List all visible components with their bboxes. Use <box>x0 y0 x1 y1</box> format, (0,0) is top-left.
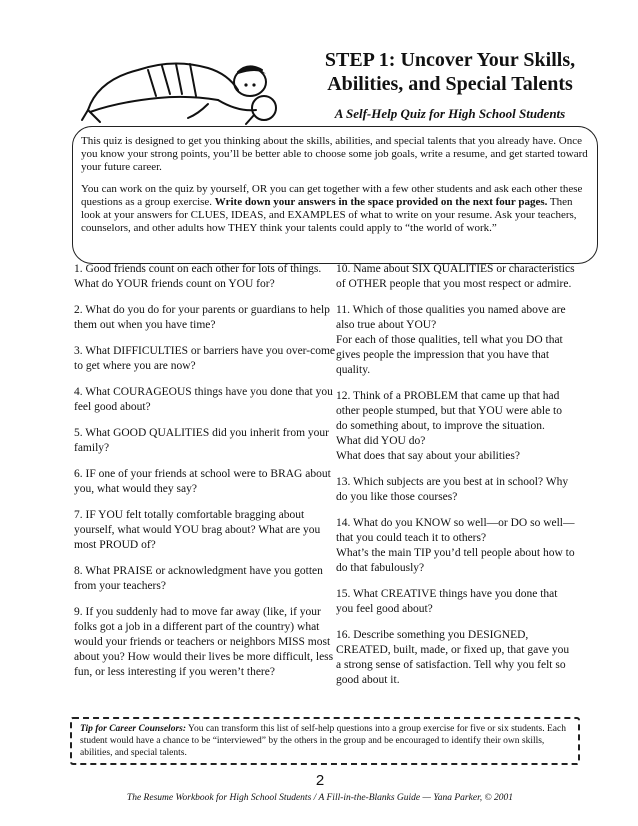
intro-paragraph-2 <box>81 183 589 235</box>
question-16: 16. Describe something you DESIGNED, CREATED, built, made, or fixed up, that gave you a strong sense of satisfaction. Tell why you felt so good about it. <box>336 629 570 686</box>
intro-paragraph-1: This quiz is designed to get you thinking about the skills, abilities, and special talents that you already have. Once you know your strong points, you’ll be better able to choose some job goals, write a resume, and get started toward your future career. <box>81 135 588 173</box>
question-14-part-b: What’s the main TIP you’d tell people about how to do that fabulously? <box>336 547 575 574</box>
tip-text: You can transform this list of self-help questions into a group exercise for five or six students. Each student would have a chance to be “interviewed” by the others in the group and be encouraged to identify their own skills, abilities, and special talents. <box>80 724 566 758</box>
question-item: 1. Good friends count on each other for lots of things. What do YOUR friends count on YOU for? <box>74 263 322 290</box>
question-12-part-a: 12. Think of a PROBLEM that came up that had other people stumped, but that YOU were able to do something about, to improve the situation. <box>336 390 562 432</box>
question-15: 15. What CREATIVE things have you done that you feel good about? <box>336 588 558 615</box>
page-subtitle: A Self-Help Quiz for High School Students <box>334 106 566 121</box>
searching-person-illustration <box>78 40 284 128</box>
question-11-part-a: 11. Which of those qualities you named above are also true about YOU? <box>336 304 566 331</box>
title-line-1: STEP 1: Uncover Your Skills, <box>324 49 576 71</box>
page-footer: The Resume Workbook for High School Students / A Fill-in-the-Blanks Guide — Yana Parker, © 2001 <box>126 793 514 803</box>
page-title <box>300 48 600 96</box>
questions-right-column <box>336 262 576 699</box>
question-12-part-b: What did YOU do? <box>336 435 426 447</box>
title-line-2: Abilities, and Special Talents <box>327 73 573 95</box>
intro-p2-end: Then look at your answers for CLUES, IDEAS, and EXAMPLES of what to write on your resume. Ask your teachers, counselors, and other adults how THEY think your talents could apply to “the world of work.” <box>81 196 577 234</box>
question-item: 2. What do you do for your parents or guardians to help them out when you have time? <box>74 304 330 331</box>
question-item: 5. What GOOD QUALITIES did you inherit from your family? <box>74 427 329 454</box>
question-11 <box>336 303 576 378</box>
question-item: 9. If you suddenly had to move far away (like, if your folks got a job in a different part of the country) what would your friends or teachers or neighbors MISS most about you? How would their lives be more difficult, less fun, or less interesting if you weren’t there? <box>74 606 334 678</box>
question-item: 8. What PRAISE or acknowledgment have you gotten from your teachers? <box>74 565 323 592</box>
question-item: 4. What COURAGEOUS things have you done that you feel good about? <box>74 386 333 413</box>
question-item: 7. IF YOU felt totally comfortable bragging about yourself, what would YOU brag about? What are you most PROUD of? <box>74 509 321 551</box>
question-13: 13. Which subjects are you best at in school? Why do you like those courses? <box>336 476 569 503</box>
question-item: 6. IF one of your friends at school were to BRAG about you, what would they say? <box>74 468 331 495</box>
tip-label: Tip for Career Counselors: <box>80 724 187 734</box>
question-12 <box>336 389 576 464</box>
page-header <box>300 48 600 122</box>
intro-box <box>72 126 598 264</box>
intro-p2-start: You can work on the quiz by yourself, OR you can get together with a few other students and ask each other these questions as a group exercise. <box>81 183 583 208</box>
question-item: 3. What DIFFICULTIES or barriers have you over-come to get where you are now? <box>74 345 336 372</box>
question-14-part-a: 14. What do you KNOW so well—or DO so well—that you could teach it to others? <box>336 517 575 544</box>
page-number: 2 <box>315 772 325 789</box>
questions-left-column <box>74 262 336 691</box>
question-12-part-c: What does that say about your abilities? <box>336 450 520 462</box>
tip-box <box>70 717 580 765</box>
question-14 <box>336 516 576 576</box>
question-10: 10. Name about SIX QUALITIES or characteristics of OTHER people that you most respect or admire. <box>336 263 575 290</box>
intro-p2-bold: Write down your answers in the space provided on the next four pages. <box>214 196 548 208</box>
question-11-part-b: For each of those qualities, tell what you DO that gives people the impression that you have that quality. <box>336 334 563 376</box>
